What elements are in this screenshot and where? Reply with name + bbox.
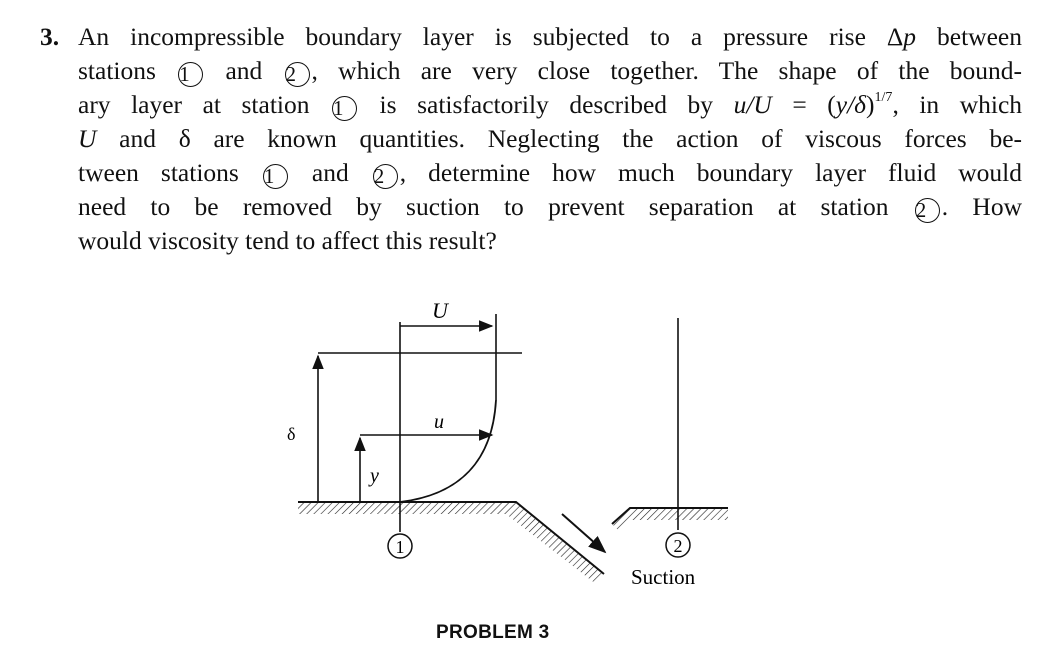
right-wall-hatch	[612, 508, 728, 532]
text-line-4: U and δ are known quantities. Neglecting the action of viscous forces be-	[78, 124, 1022, 153]
station-marker: 2	[915, 198, 940, 223]
left-wall-hatch	[298, 502, 604, 584]
label-suction: Suction	[631, 565, 696, 589]
label-u: u	[434, 411, 444, 433]
label-delta: δ	[287, 424, 296, 444]
station-marker: 1	[263, 164, 288, 189]
text-line-5: tween stations 1 and 2 , determine how much boundary layer fluid would	[78, 158, 1022, 188]
text-line-3: ary layer at station 1 is satisfactorily described by $u/U = (y/\delta)^{1/7}$, in which	[78, 90, 1023, 120]
station-marker: 2	[373, 164, 398, 189]
station-marker: 2	[285, 62, 310, 87]
text-line-1: An incompressible boundary layer is subjected to a pressure rise Δp between	[78, 22, 1022, 51]
label-U: U	[432, 298, 448, 323]
station-2-label: 2	[673, 536, 683, 556]
text-line-6: need to be removed by suction to prevent separation at station 2 . How	[78, 192, 1022, 222]
text-line-7: would viscosity tend to affect this result?	[78, 226, 497, 255]
label-y: y	[370, 465, 379, 487]
problem-number: 3.	[40, 22, 60, 51]
text-line-2: stations 1 and 2 , which are very close together. The shape of the bound-	[78, 56, 1023, 86]
station-marker: 1	[178, 62, 203, 87]
figure-caption: PROBLEM 3	[436, 622, 550, 643]
station-marker: 1	[332, 96, 357, 121]
station-1-label: 1	[395, 537, 405, 557]
velocity-profile-curve	[400, 400, 496, 502]
